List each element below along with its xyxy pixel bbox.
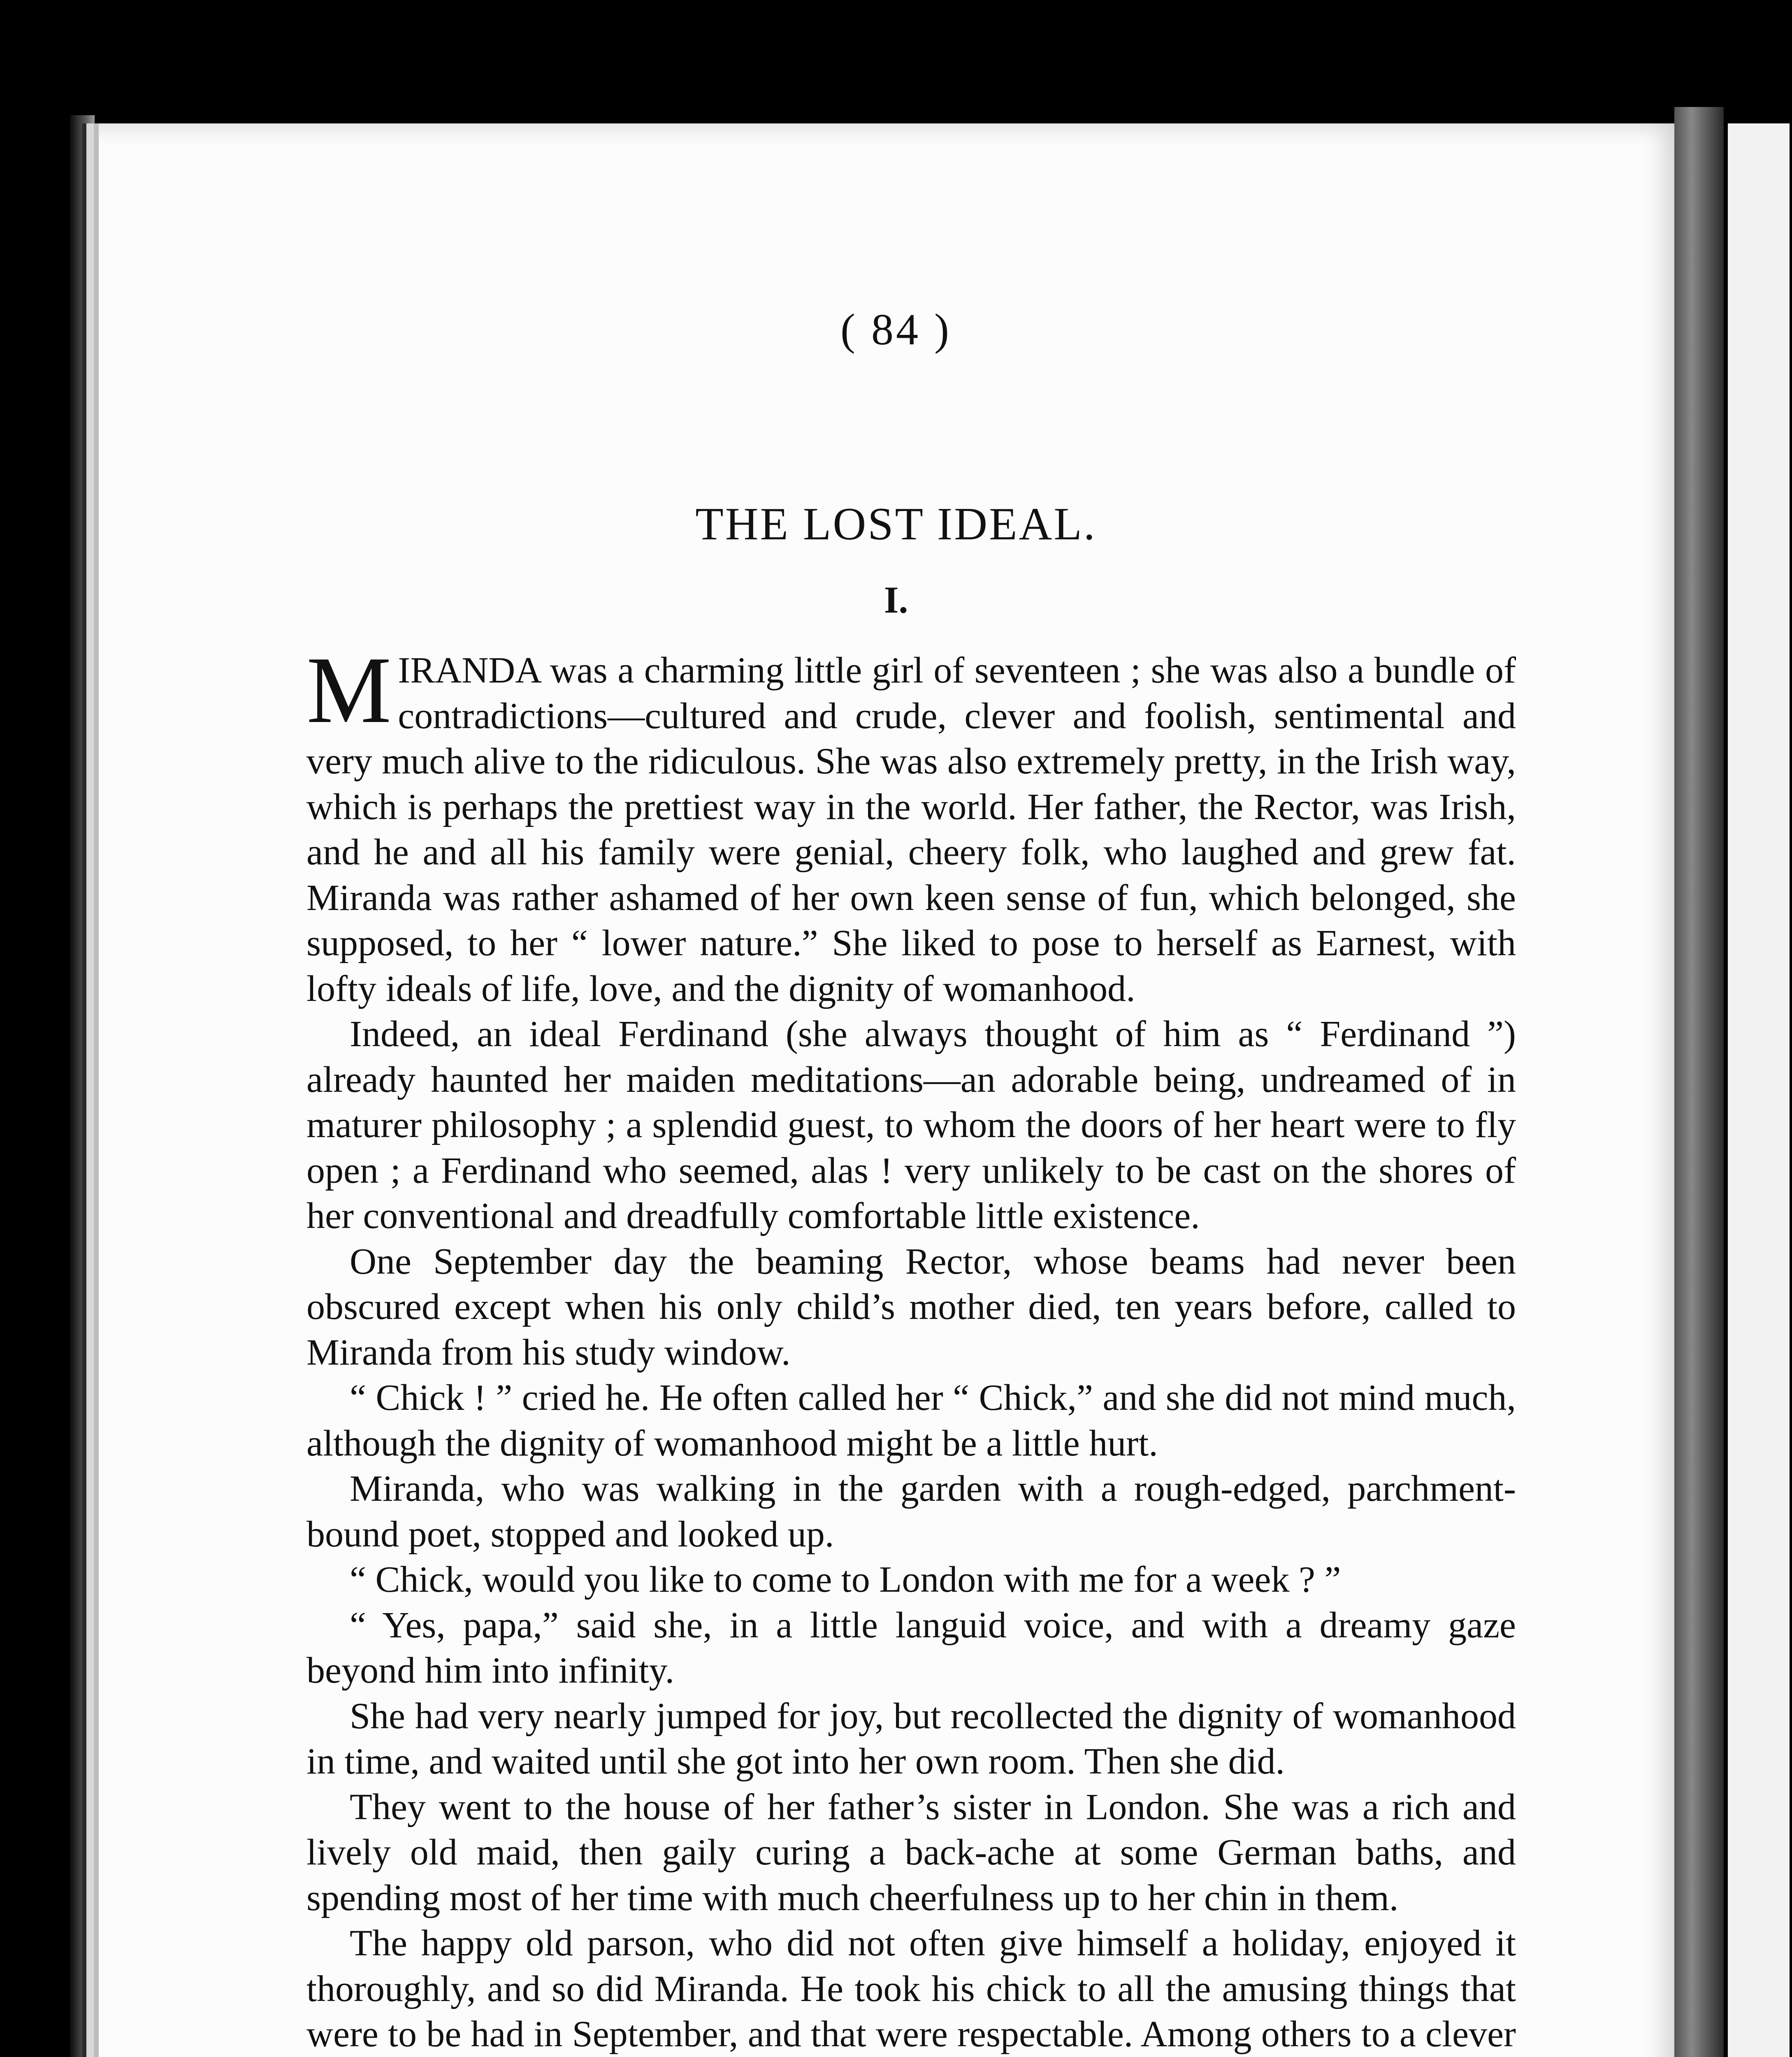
- section-number: I.: [884, 579, 908, 621]
- paragraph: She had very nearly jumped for joy, but recollected the dignity of womanhood in time, and waited until she got into her own room. Then she did.: [306, 1695, 1516, 1782]
- paragraph: [306, 637, 1516, 1012]
- page-number: ( 84 ): [840, 305, 952, 354]
- paragraph: “ Yes, papa,” said she, in a little languid voice, and with a dreamy gaze beyond him into infinity.: [306, 1604, 1516, 1691]
- paragraph: They went to the house of her father’s sister in London. She was a rich and lively old maid, then gaily curing a back-ache at some German baths, and spending most of her time with much cheerfulness up to her chin in them.: [306, 1786, 1516, 1918]
- drop-cap: M: [306, 637, 392, 743]
- paragraph: Miranda, who was walking in the garden with a rough-edged, parchment-bound poet, stopped and looked up.: [306, 1468, 1516, 1555]
- paragraph: The happy old parson, who did not often give himself a holiday, enjoyed it thoroughly, and so did Miranda. He took his chick to all the amusing things that were to be had in September, and that were respectable. Among others to a clever: [306, 1923, 1516, 2055]
- paragraph-text: IRANDA was a charming little girl of seventeen ; she was also a bundle of contradictions—cultured and crude, clever and foolish, sentimental and very much alive to the ridiculous. She was also extremely pretty, in the Irish way, which is perhaps the prettiest way in the world. Her father, the Rector, was Irish, and he and all his family were genial, cheery folk, who laughed and grew fat. Miranda was rather ashamed of her own keen sense of fun, which belonged, she supposed, to her “ lower nature.” She liked to pose to herself as Earnest, with lofty ideals of life, love, and the dignity of womanhood.: [306, 650, 1516, 1009]
- paragraph: “ Chick ! ” cried he. He often called her “ Chick,” and she did not mind much, although the dignity of womanhood might be a little hurt.: [306, 1377, 1516, 1464]
- next-page-edge: [1728, 123, 1790, 2057]
- chapter-title: THE LOST IDEAL.: [695, 499, 1097, 550]
- paragraph: “ Chick, would you like to come to London with me for a week ? ”: [350, 1559, 1341, 1600]
- body-text: [306, 637, 1516, 2057]
- paragraph: Indeed, an ideal Ferdinand (she always thought of him as “ Ferdinand ”) already haunted her maiden meditations—an adorable being, undreamed of in maturer philosophy ; a splendid guest, to whom the doors of her heart were to fly open ; a Ferdinand who seemed, alas ! very unlikely to be cast on the shores of her conventional and dreadfully comfortable little existence.: [306, 1014, 1516, 1236]
- paragraph: One September day the beaming Rector, whose beams had never been obscured except when his only child’s mother died, ten years before, called to Miranda from his study window.: [306, 1241, 1516, 1373]
- page-gutter-shadow: [1674, 107, 1724, 2057]
